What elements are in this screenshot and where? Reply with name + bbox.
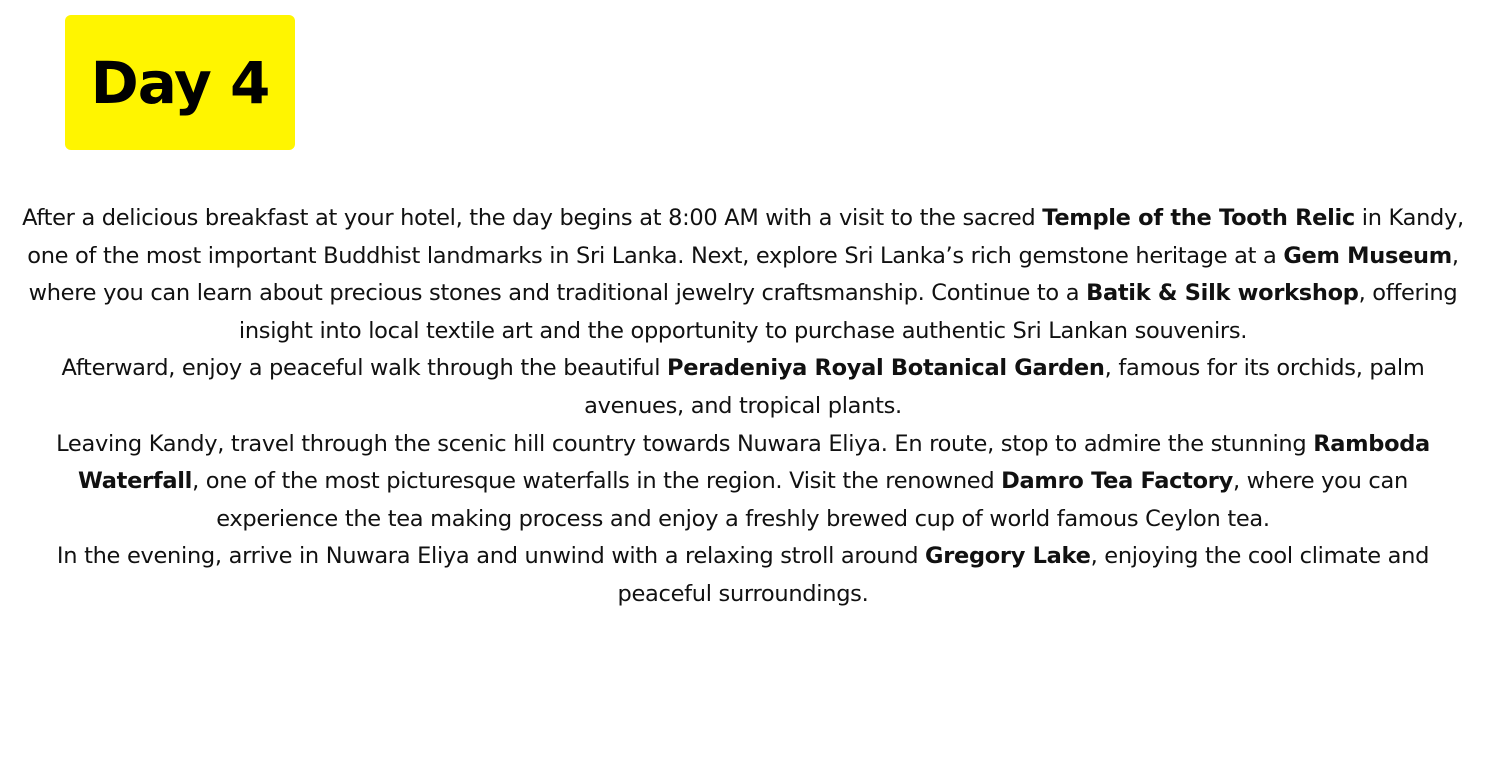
highlighted-attraction: Damro Tea Factory [1001, 468, 1233, 495]
day-badge [65, 15, 295, 150]
itinerary-paragraph [20, 200, 1466, 350]
highlighted-attraction: Temple of the Tooth Relic [1042, 205, 1355, 231]
itinerary-paragraph [20, 350, 1466, 425]
paragraph-text: Afterward, enjoy a peaceful walk through the beautiful [61, 355, 668, 382]
highlighted-attraction: Gregory Lake [925, 543, 1091, 570]
paragraph-text: In the evening, arrive in Nuwara Eliya and unwind with a relaxing stroll around [56, 543, 926, 570]
paragraph-text: Leaving Kandy, travel through the scenic hill country towards Nuwara Eliya. En route, stop to admire the stunning [56, 430, 1314, 457]
itinerary-paragraph [20, 426, 1466, 539]
paragraph-text: After a delicious breakfast at your hotel, the day begins at 8:00 AM with a visit to the sacred [22, 205, 1043, 231]
day-title: Day 4 [90, 48, 270, 117]
highlighted-attraction: Batik & Silk workshop [1086, 280, 1359, 307]
highlighted-attraction: Gem Museum [1283, 242, 1452, 269]
paragraph-text: , where you can experience the tea making process and enjoy a freshly brewed cup of world famous Ceylon tea. [216, 468, 1408, 532]
paragraph-text: , enjoying the cool climate and peaceful surroundings. [617, 543, 1430, 607]
paragraph-text: , offering insight into local textile art and the opportunity to purchase authentic Sri Lankan souvenirs. [238, 280, 1458, 344]
paragraph-text: , famous for its orchids, palm avenues, and tropical plants. [584, 355, 1425, 419]
highlighted-attraction: Peradeniya Royal Botanical Garden [667, 355, 1105, 382]
itinerary-description [20, 200, 1466, 614]
paragraph-text: in Kandy, one of the most important Buddhist landmarks in Sri Lanka. Next, explore Sri Lanka’s rich gemstone heritage at a [27, 205, 1464, 269]
itinerary-paragraph [20, 538, 1466, 613]
paragraph-text: , where you can learn about precious stones and traditional jewelry craftsmanship. Continue to a [28, 242, 1459, 307]
paragraph-text: , one of the most picturesque waterfalls in the region. Visit the renowned [192, 468, 1002, 495]
highlighted-attraction: Ramboda Waterfall [78, 430, 1430, 495]
